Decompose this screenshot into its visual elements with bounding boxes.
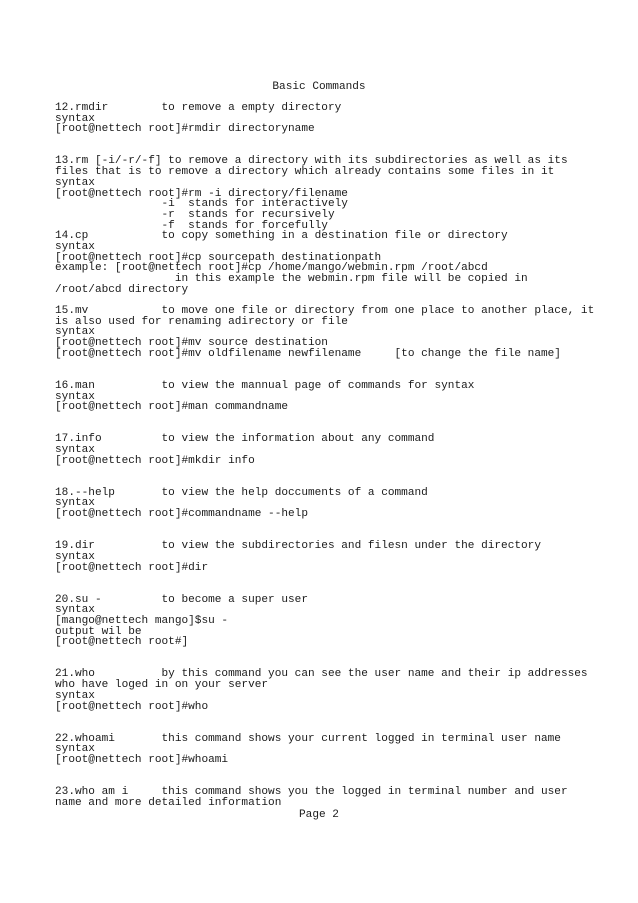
text-line: syntax bbox=[55, 326, 95, 339]
text-line: files that is to remove a directory which already contains some files in it bbox=[55, 166, 555, 179]
text-line: [root@nettech root]#whoami bbox=[55, 753, 229, 766]
text-line: 22.whoami this command shows your current logged in terminal user name bbox=[55, 732, 561, 745]
text-line bbox=[55, 723, 594, 734]
text-line bbox=[55, 766, 594, 777]
text-line: example: [root@nettech root]#cp /home/mango/webmin.rpm /root/abcd bbox=[55, 262, 488, 275]
text-line: syntax bbox=[55, 497, 95, 510]
text-line: [root@nettech root]#man commandname bbox=[55, 401, 289, 414]
text-line: /root/abcd directory bbox=[55, 283, 189, 296]
text-line bbox=[55, 466, 594, 477]
text-line: 18.--help to view the help doccuments of a command bbox=[55, 486, 428, 499]
text-line bbox=[55, 135, 594, 146]
text-line bbox=[55, 520, 594, 531]
text-line: 13.rm [-i/-r/-f] to remove a directory with its subdirectories as well as its bbox=[55, 155, 568, 168]
text-line: 14.cp to copy something in a destination file or directory bbox=[55, 230, 508, 243]
text-line: output wil be bbox=[55, 625, 142, 638]
text-line: in this example the webmin.rpm file will be copied in bbox=[55, 273, 528, 285]
text-line: [root@nettech root]#rmdir directoryname bbox=[55, 123, 315, 136]
text-line: [root@nettech root]#rm -i directory/filename bbox=[55, 187, 348, 200]
text-line: syntax bbox=[55, 550, 95, 563]
text-line: -i stands for interactively bbox=[55, 198, 348, 211]
text-line bbox=[55, 648, 594, 659]
text-line: -r stands for recursively bbox=[55, 208, 335, 221]
text-line: [root@nettech root]#commandname --help bbox=[55, 508, 308, 521]
text-line: 12.rmdir to remove a empty directory bbox=[55, 102, 342, 114]
text-line: 19.dir to view the subdirectories and filesn under the directory bbox=[55, 540, 541, 553]
text-line: syntax bbox=[55, 240, 95, 253]
text-line: [root@nettech root]#mv source destination bbox=[55, 337, 328, 350]
text-line: 20.su - to become a super user bbox=[55, 593, 308, 606]
text-line: who have loged in on your server bbox=[55, 679, 269, 692]
text-line: syntax bbox=[55, 743, 95, 756]
text-line bbox=[55, 573, 594, 584]
text-line: [root@nettech root#] bbox=[55, 636, 189, 649]
text-line: 23.who am i this command shows you the logged in terminal number and user bbox=[55, 786, 568, 798]
text-line: syntax bbox=[55, 390, 95, 403]
page-title: Basic Commands bbox=[272, 81, 366, 93]
page-number: Page 2 bbox=[299, 809, 339, 821]
text-line: 17.info to view the information about any command bbox=[55, 433, 435, 446]
text-line: name and more detailed information bbox=[55, 796, 282, 809]
text-line: syntax bbox=[55, 444, 95, 456]
text-line bbox=[55, 712, 594, 723]
text-line: is also used for renaming adirectory or file bbox=[55, 315, 348, 328]
text-line: [root@nettech root]#cp sourcepath destinationpath bbox=[55, 251, 382, 264]
text-line: [root@nettech root]#mkdir info bbox=[55, 454, 255, 467]
text-line: 15.mv to move one file or directory from one place to another place, it bbox=[55, 305, 595, 318]
text-line: 21.who by this command you can see the user name and their ip addresses bbox=[55, 668, 588, 681]
text-line bbox=[55, 413, 594, 424]
text-line: [root@nettech root]#dir bbox=[55, 561, 209, 574]
text-line: [mango@nettech mango]$su - bbox=[55, 615, 229, 627]
document-body bbox=[55, 103, 594, 808]
text-line: syntax bbox=[55, 176, 95, 189]
text-line: 16.man to view the mannual page of commands for syntax bbox=[55, 379, 475, 392]
text-line: syntax bbox=[55, 112, 95, 125]
text-line bbox=[55, 360, 594, 371]
text-line: syntax bbox=[55, 689, 95, 702]
text-line: [root@nettech root]#who bbox=[55, 700, 209, 713]
text-line: [root@nettech root]#mv oldfilename newfilename [to change the file name] bbox=[55, 347, 561, 360]
text-line: -f stands for forcefully bbox=[55, 219, 328, 232]
text-line: syntax bbox=[55, 604, 95, 617]
